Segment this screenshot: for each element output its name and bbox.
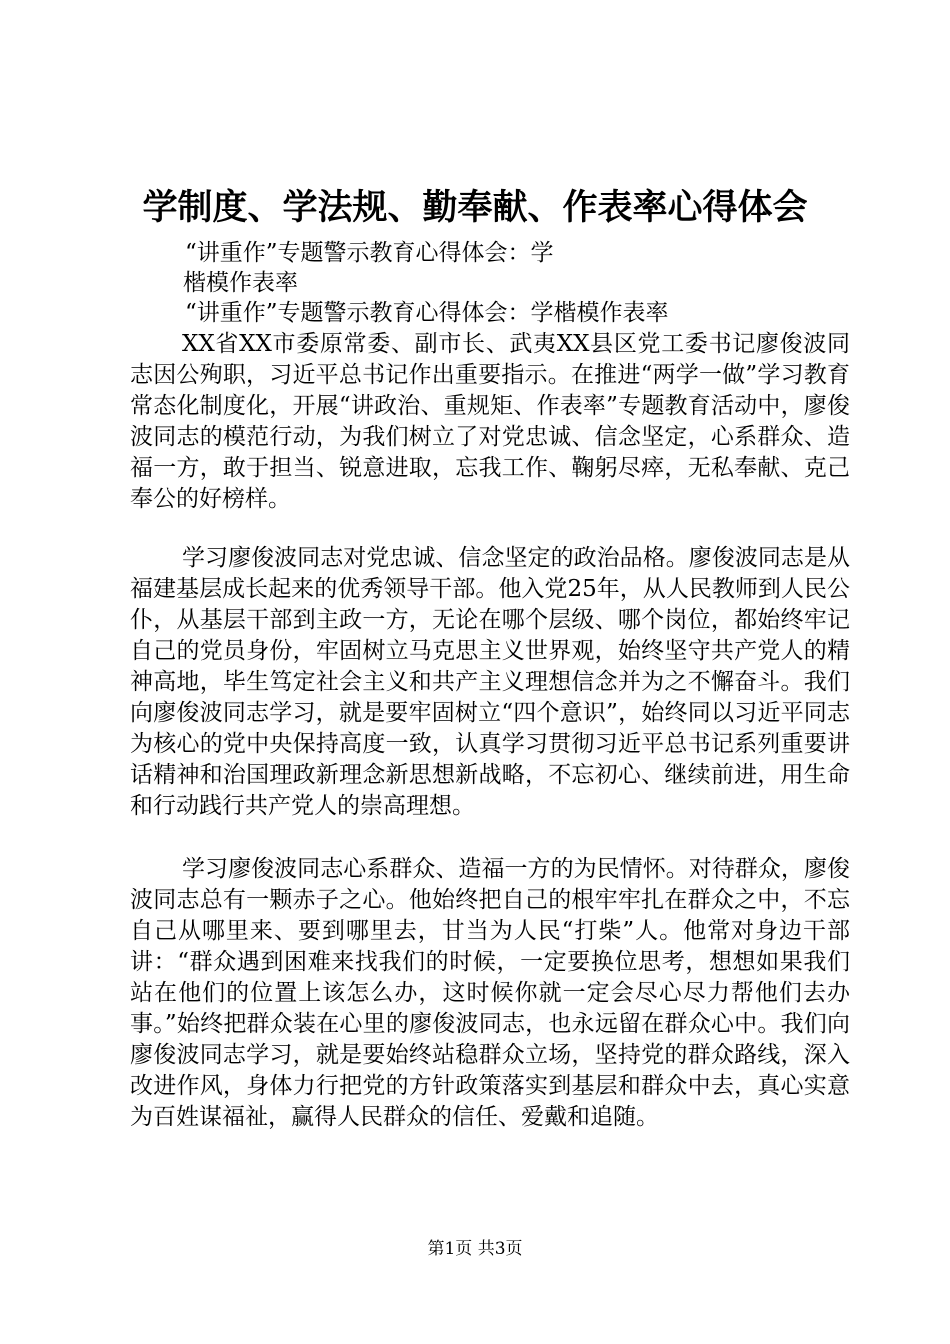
subtitle-line-2: 楷模作表率 — [183, 270, 298, 296]
page-title: 学制度、学法规、勤奉献、作表率心得体会 — [142, 188, 808, 228]
body-paragraph: XX省XX市委原常委、副市长、武夷XX县区党工委书记廖俊波同志因公殉职，习近平总书记作出重要指示。在推进“两学一做”学习教育常态化制度化，开展“讲政治、重规矩、作表率”专题教育活动中，廖俊波同志的模范行动，为我们树立了对党忠诚、信念坚定，心系群众、造福一方，敢于担当、锐意进取，忘我工作、鞠躬尽瘁，无私奉献、克己奉公的好榜样。 — [130, 331, 850, 512]
body-paragraph: 学习廖俊波同志心系群众、造福一方的为民情怀。对待群众，廖俊波同志总有一颗赤子之心。他始终把自己的根牢牢扎在群众之中，不忘自己从哪里来、要到哪里去，甘当为人民“打柴”人。他常对身边干部讲：“群众遇到困难来找我们的时候，一定要换位思考，想想如果我们站在他们的位置上该怎么办，这时候你就一定会尽心尽力帮他们去办事。”始终把群众装在心里的廖俊波同志，也永远留在群众心中。我们向廖俊波同志学习，就是要始终站稳群众立场，坚持党的群众路线，深入改进作风，身体力行把党的方针政策落实到基层和群众中去，真心实意为百姓谋福祉，赢得人民群众的信任、爱戴和追随。 — [130, 856, 850, 1130]
body-paragraph: 学习廖俊波同志对党忠诚、信念坚定的政治品格。廖俊波同志是从福建基层成长起来的优秀领导干部。他入党25年，从人民教师到人民公仆，从基层干部到主政一方，无论在哪个层级、哪个岗位，都始终牢记自己的党员身份，牢固树立马克思主义世界观，始终坚守共产党人的精神高地，毕生笃定社会主义和共产主义理想信念并为之不懈奋斗。我们向廖俊波同志学习，就是要牢固树立“四个意识”，始终同以习近平同志为核心的党中央保持高度一致，认真学习贯彻习近平总书记系列重要讲话精神和治国理政新理念新思想新战略，不忘初心、继续前进，用生命和行动践行共产党人的崇高理想。 — [130, 545, 850, 819]
subtitle-line-1: “讲重作”专题警示教育心得体会：学 — [185, 240, 554, 266]
page-number-footer: 第1页 共3页 — [427, 1239, 523, 1259]
subtitle-full: “讲重作”专题警示教育心得体会：学楷模作表率 — [185, 300, 669, 326]
